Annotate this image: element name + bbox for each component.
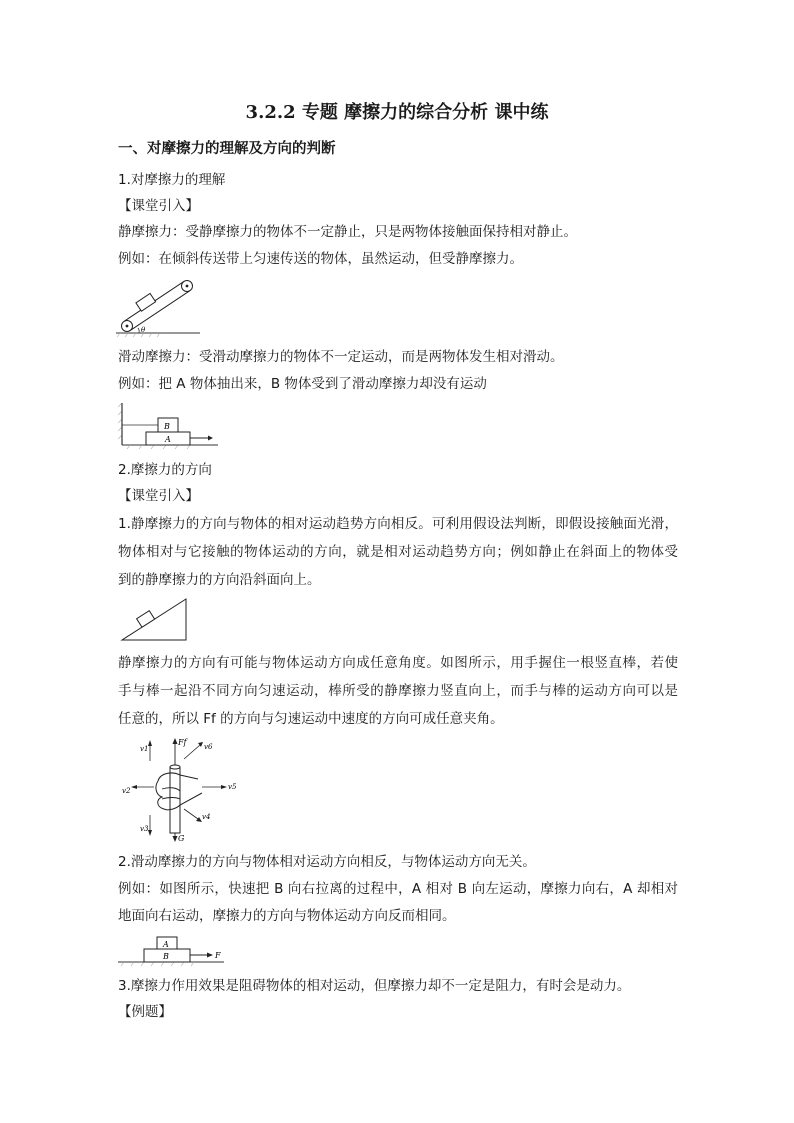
paragraph-line: 手与棒一起沿不同方向匀速运动，棒所受的静摩擦力竖直向上，而手与棒的运动方向可以是 <box>118 683 678 699</box>
friction-force-label: Ff <box>178 738 187 747</box>
page-title: 3.2.2 专题 摩擦力的综合分析 课中练 <box>245 102 549 123</box>
incline-block-figure <box>120 597 190 643</box>
subheading-direction: 2.摩擦力的方向 <box>118 462 212 478</box>
blocks-wall-figure <box>118 403 218 449</box>
velocity-label: v3 <box>140 825 149 833</box>
paragraph-line: 静摩擦力的方向有可能与物体运动方向成任意角度。如图所示，用手握住一根竖直棒，若使 <box>118 655 678 671</box>
kinetic-friction-example: 例如：把 A 物体抽出来，B 物体受到了滑动摩擦力却没有运动 <box>118 376 487 392</box>
paragraph-line: 2.滑动摩擦力的方向与物体相对运动方向相反，与物体运动方向无关。 <box>118 854 536 870</box>
paragraph-line: 地面向右运动，摩擦力的方向与物体运动方向反而相同。 <box>118 908 456 924</box>
velocity-label: v4 <box>202 813 211 821</box>
block-b-label: B <box>164 422 170 431</box>
static-friction-definition: 静摩擦力：受静摩擦力的物体不一定静止，只是两物体接触面保持相对静止。 <box>118 224 577 240</box>
blocks-pull-figure <box>118 935 228 967</box>
velocity-label: v2 <box>122 787 131 795</box>
velocity-label: v1 <box>140 745 149 753</box>
conveyor-belt-figure <box>116 276 200 338</box>
paragraph-line: 到的静摩擦力的方向沿斜面向上。 <box>118 572 321 588</box>
pull-force-label: F <box>215 951 221 960</box>
kinetic-friction-definition: 滑动摩擦力：受滑动摩擦力的物体不一定运动，而是两物体发生相对滑动。 <box>118 349 564 365</box>
paragraph-line: 任意的，所以 Ff 的方向与匀速运动中速度的方向可成任意夹角。 <box>118 711 504 727</box>
velocity-label: v5 <box>228 783 237 791</box>
paragraph-line: 3.摩擦力作用效果是阻碍物体的相对运动，但摩擦力却不一定是阻力，有时会是动力。 <box>118 978 631 994</box>
classroom-intro-label-2: 【课堂引入】 <box>118 488 199 504</box>
paragraph-line: 物体相对与它接触的物体运动的方向，就是相对运动趋势方向；例如静止在斜面上的物体受 <box>118 544 678 560</box>
velocity-label: v6 <box>204 743 213 751</box>
paragraph-line: 例如：如图所示，快速把 B 向右拉离的过程中，A 相对 B 向左运动，摩擦力向右，A 却相对 <box>118 881 678 897</box>
angle-label: θ <box>141 326 146 334</box>
subheading-understanding: 1.对摩擦力的理解 <box>118 172 226 188</box>
block-a-label: A <box>163 940 169 949</box>
classroom-intro-label: 【课堂引入】 <box>118 198 199 214</box>
gravity-label: G <box>178 834 185 843</box>
hand-rod-figure <box>118 737 248 843</box>
paragraph-line: 1.静摩擦力的方向与物体的相对运动趋势方向相反。可利用假设法判断，即假设接触面光滑， <box>118 516 678 532</box>
static-friction-example: 例如：在倾斜传送带上匀速传送的物体，虽然运动，但受静摩擦力。 <box>118 251 523 267</box>
section-heading: 一、对摩擦力的理解及方向的判断 <box>118 141 336 157</box>
example-heading: 【例题】 <box>118 1004 172 1020</box>
block-a-label: A <box>165 435 171 444</box>
block-b-label: B <box>163 952 169 961</box>
